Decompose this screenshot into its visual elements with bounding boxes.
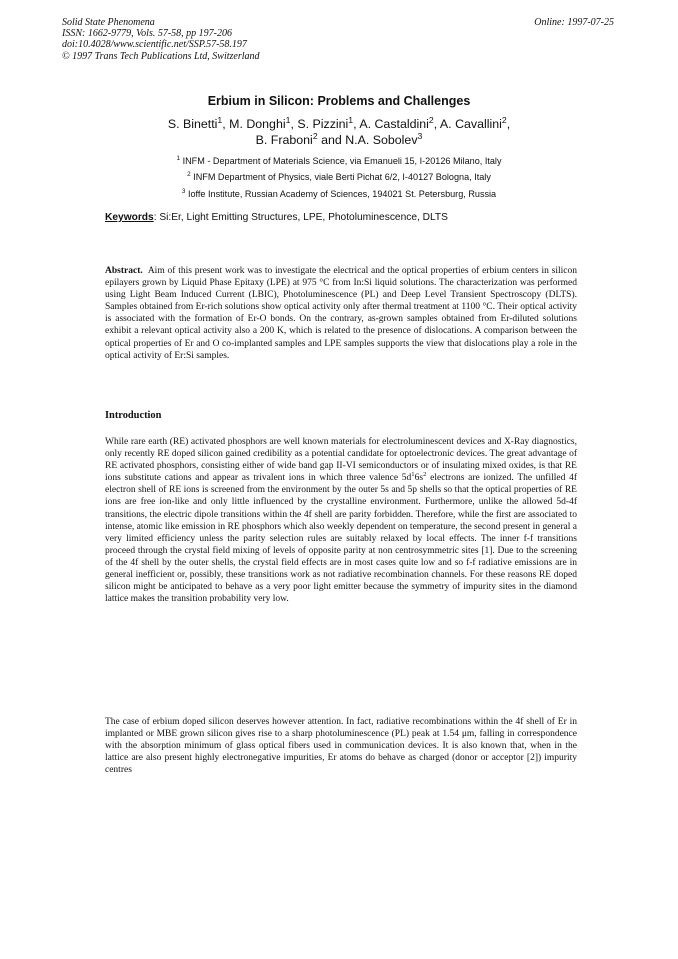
author-separator: , (290, 117, 298, 131)
author-name: S. Binetti (167, 117, 218, 131)
journal-header (62, 17, 260, 62)
affiliation-number: 3 (181, 187, 186, 195)
author-name: N.A. Sobolev (345, 132, 418, 147)
author-separator: and (317, 132, 346, 147)
affiliation-text: Ioffe Institute, Russian Academy of Sciences, 194021 St. Petersburg, Russia (187, 189, 497, 199)
paper-title: Erbium in Silicon: Problems and Challenges (207, 94, 471, 108)
paragraph-text: 6s (414, 473, 424, 484)
author-affiliation-mark: 1 (217, 114, 223, 125)
author-name: S. Pizzini (297, 117, 349, 131)
keywords-text: : Si:Er, Light Emitting Structures, LPE, Photoluminescence, DLTS (153, 212, 448, 223)
journal-copyright: © 1997 Trans Tech Publications Ltd, Switzerland (62, 50, 260, 62)
author-name: A. Cavallini (439, 117, 502, 131)
affiliation-number: 2 (187, 170, 191, 178)
journal-name: Solid State Phenomena (62, 17, 155, 28)
author-line-1 (0, 114, 678, 133)
abstract-text: Aim of this present work was to investigate the electrical and the optical properties of erbium centers in silicon epilayers grown by Liquid Phase Epitaxy (LPE) at 975 °C from In:Si liquid solutions. The characterization was performed using Light Beam Induced Current (LBIC), Photoluminescence (PL) and Deep Level Transient Spectroscopy (DLTS). Samples obtained from Er-rich solutions show optical activity only after thermal treatment at 1100 °C. Their optical activity is associated with the formation of Er-O bonds. On the contrary, as-grown samples obtained from Er-diluted solutions exhibit a relevant optical activity also a 200 K, which is related to the presence of dislocations. A comparison between the optical properties of Er and O co-implanted samples and LPE samples supports the view that dislocations play a role in the optical activity of Er:Si samples. (105, 266, 577, 361)
paragraph-text: electrons are ionized. The unfilled 4f electron shell of RE ions is screened from the environment by the outer 5s and 5p shells so that the optical properties of RE ions are free ion-like and only little influenced by the crystalline environment. Furthermore, unlike the allowed 5d-4f transitions, the electric dipole transitions within the 4f shell are parity forbidden. Therefore, while the first are associated to intense, atomic like emission in RE phosphors which also weekly dependent on temperature, the second present in general a very limited efficiency unless the parity selection rules are suitably relaxed by local effects. The inner f-f transitions proceed through the crystal field mixing of levels of opposite parity at non centrosymmetric sites [1]. Due to the screening of the 4f shell by the outer shells, the crystal field effects are in most cases quite low and so f-f radiative emissions are in general inefficient or, possibly, these transitions work as not radiative recombination channels. For these reasons RE doped silicon might be anticipated to behave as a very poor light emitter because the symmetry of impurity sites in the diamond lattice makes the transition probability very low. (105, 473, 577, 605)
superscript: 2 (423, 471, 427, 479)
author-name: M. Donghi (229, 117, 286, 131)
author-affiliation-mark: 2 (312, 130, 318, 141)
superscript: 1 (411, 471, 415, 479)
abstract (105, 265, 577, 362)
author-affiliation-mark: 1 (348, 114, 354, 125)
affiliation-2 (0, 172, 678, 182)
affiliation-text: INFM Department of Physics, viale Berti Pichat 6/2, I-40127 Bologna, Italy (193, 172, 491, 182)
author-separator: , (222, 117, 230, 131)
author-affiliation-mark: 2 (428, 114, 434, 125)
author-affiliation-mark: 1 (285, 114, 291, 125)
author-separator: , (433, 117, 440, 131)
keywords-line (105, 212, 448, 223)
journal-doi: doi:10.4028/www.scientific.net/SSP.57-58.197 (62, 39, 247, 51)
author-separator: , (353, 117, 360, 131)
author-line-2 (0, 130, 678, 149)
affiliation-text: INFM - Department of Materials Science, via Emanueli 15, I-20126 Milano, Italy (182, 156, 502, 166)
online-date: Online: 1997-07-25 (534, 17, 614, 28)
journal-issn: ISSN: 1662-9779, Vols. 57-58, pp 197-206 (62, 28, 232, 40)
author-name: B. Fraboni (255, 132, 313, 147)
affiliation-3 (0, 189, 678, 199)
introduction-paragraph-1 (105, 436, 577, 605)
author-affiliation-mark: 3 (417, 130, 423, 141)
keywords-label: Keywords (105, 212, 154, 223)
introduction-paragraph-2: The case of erbium doped silicon deserves however attention. In fact, radiative recombinations within the 4f shell of Er in implanted or MBE grown silicon gives rise to a sharp photoluminescence (PL) peak at 1.54 μm, falling in correspondence with the absorption minimum of glass optical fibers used in communication devices. It is also known that, when in the lattice are also present highly electronegative impurities, Er atoms do behave as charged (donor or acceptor [2]) impurity centres (105, 717, 577, 776)
paragraph-text: While rare earth (RE) activated phosphors are well known materials for electroluminescent devices and X-Ray diagnostics, only recently RE doped silicon gained credibility as a potential candidate for optoelectronic devices. The great advantage of RE activated phosphors, consisting either of wide band gap II-VI semiconductors or of insulating mixed oxides, is that RE ions substitute cations and appear as trivalent ions in which three valence 5d (105, 437, 577, 484)
author-separator: , (506, 117, 511, 131)
author-affiliation-mark: 2 (501, 114, 507, 125)
affiliation-1 (0, 156, 678, 166)
abstract-label: Abstract. (105, 266, 143, 276)
author-name: A. Castaldini (359, 117, 429, 131)
affiliation-number: 1 (176, 154, 181, 162)
author-list (0, 114, 678, 148)
introduction-heading: Introduction (105, 410, 162, 421)
